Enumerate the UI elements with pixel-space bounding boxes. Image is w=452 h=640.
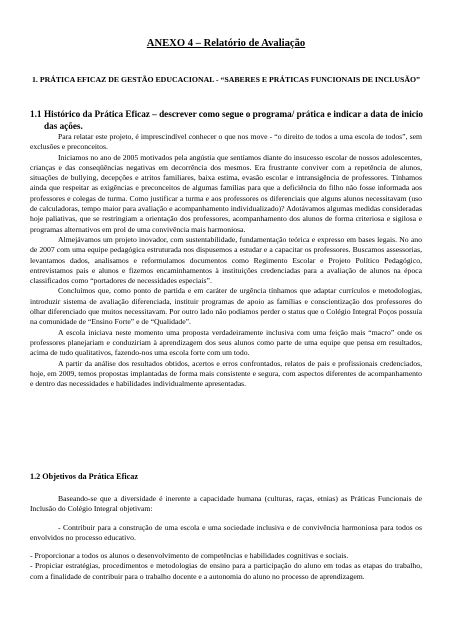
paragraph: A partir da análise dos resultados obtidos, acertos e erros confrontados, relatos de pais e profissionais credenciados, hoje, em 2009, temos propostas implantadas de forma mais consistente e segura, com aspectos diferentes de acompanhamento e dentro das necessidades e habilidades individualmente apresentadas. [30,358,422,389]
section-1-1-body [30,132,422,389]
section-1-2-heading: 1.2 Objetivos da Prática Eficaz [30,472,139,481]
section-1-1-number: 1.1 [30,109,42,119]
paragraph: Concluímos que, como ponto de partida e em caráter de urgência tínhamos que adaptar currículos e metodologias, introduzir sistema de avaliação diferenciada, instituir programas de apoio as famílias e conscientização dos professores do olhar diferenciado que muitos necessitavam. Por outro lado não podíamos perder o status que o Colégio Integral Poços possuía na comunidade de “Ensino Forte” e de “Qualidade”. [30,286,422,327]
document-title: ANEXO 4 – Relatório de Avaliação [146,38,306,49]
paragraph: Para relatar este projeto, é imprescindível conhecer o que nos move - “o direito de todos a uma escola de todos”, sem exclusões e preconceitos. [30,132,422,152]
paragraph: Almejávamos um projeto inovador, com sustentabilidade, fundamentação teórica e expresso em bases legais. No ano de 2007 com uma equipe pedagógica estruturada nos dispusemos a estudar e a capacitar os professores. Buscamos assessorias, levantamos dados, analisamos e reformulamos documentos como Regimento Escolar e Projeto Político Pedagógico, entrevistamos pais e alunos e fizemos encaminhamentos à instituições credenciadas para a avaliação de alunos na época classificados como “portadores de necessidades especiais”. [30,234,422,286]
paragraph: Iniciamos no ano de 2005 motivados pela angústia que sentíamos diante do insucesso escolar de nossos adolescentes, crianças e das conseqüências negativas em decorrência dos mesmos. Era frustrante conviver com a repetência de alunos, situações de bullying, decepções e atritos familiares, baixa estima, evasão escolar e intransigência de professores. Tínhamos ainda que respeitar as exigências e preconceitos de algumas famílias para que a deficiência do filho não fosse informada aos professores e colegas de turma. Como justificar a turma e aos professores os diferenciais que alguns alunos necessitavam (uso de calculadoras, tempo maior para avaliação e acompanhamento individualizado)? Adotávamos algumas medidas consideradas hoje paliativas, que se restringiam a orientação dos professores, acompanhamento dos alunos de forma criteriosa e sigilosa e programas alternativos em prol de uma convivência mais harmoniosa. [30,152,422,234]
objective-item: - Contribuir para a construção de uma escola e uma sociedade inclusiva e de convivência harmoniosa para todos os envolvidos no processo educativo. [30,522,422,542]
section-1-1-heading [30,108,430,132]
paragraph: A escola iniciava neste momento uma proposta verdadeiramente inclusiva com uma feição mais “macro” onde os professores planejariam e conduziriam à aprendizagem dos seus alunos como parte de uma equipe que pensa em resultados, acima de tudo qualitativos, fazendo-nos uma escola forte com um todo. [30,327,422,358]
objective-item: - Propiciar estratégias, procedimentos e metodologias de ensino para a participação do aluno em todas as etapas do trabalho, com a finalidade de contribuir para o trabalho docente e a autonomia do aluno no processo de aprendizagem. [30,561,422,581]
objective-item: - Proporcionar a todos os alunos o desenvolvimento de competências e habilidades cognitivas e sociais. [30,551,349,561]
section-1-2-body [30,494,422,582]
practice-subtitle: 1. PRÁTICA EFICAZ DE GESTÃO EDUCACIONAL - “SABERES E PRÁTICAS FUNCIONAIS DE INCLUSÃO” [32,75,420,84]
objectives-intro: Baseando-se que a diversidade é inerente a capacidade humana (culturas, raças, etnias) as Práticas Funcionais de Inclusão do Colégio Integral objetivam: [30,494,422,514]
section-1-1-heading-text: Histórico da Prática Eficaz – descrever como segue o programa/ prática e indicar a data de inicio das ações. [44,109,424,131]
